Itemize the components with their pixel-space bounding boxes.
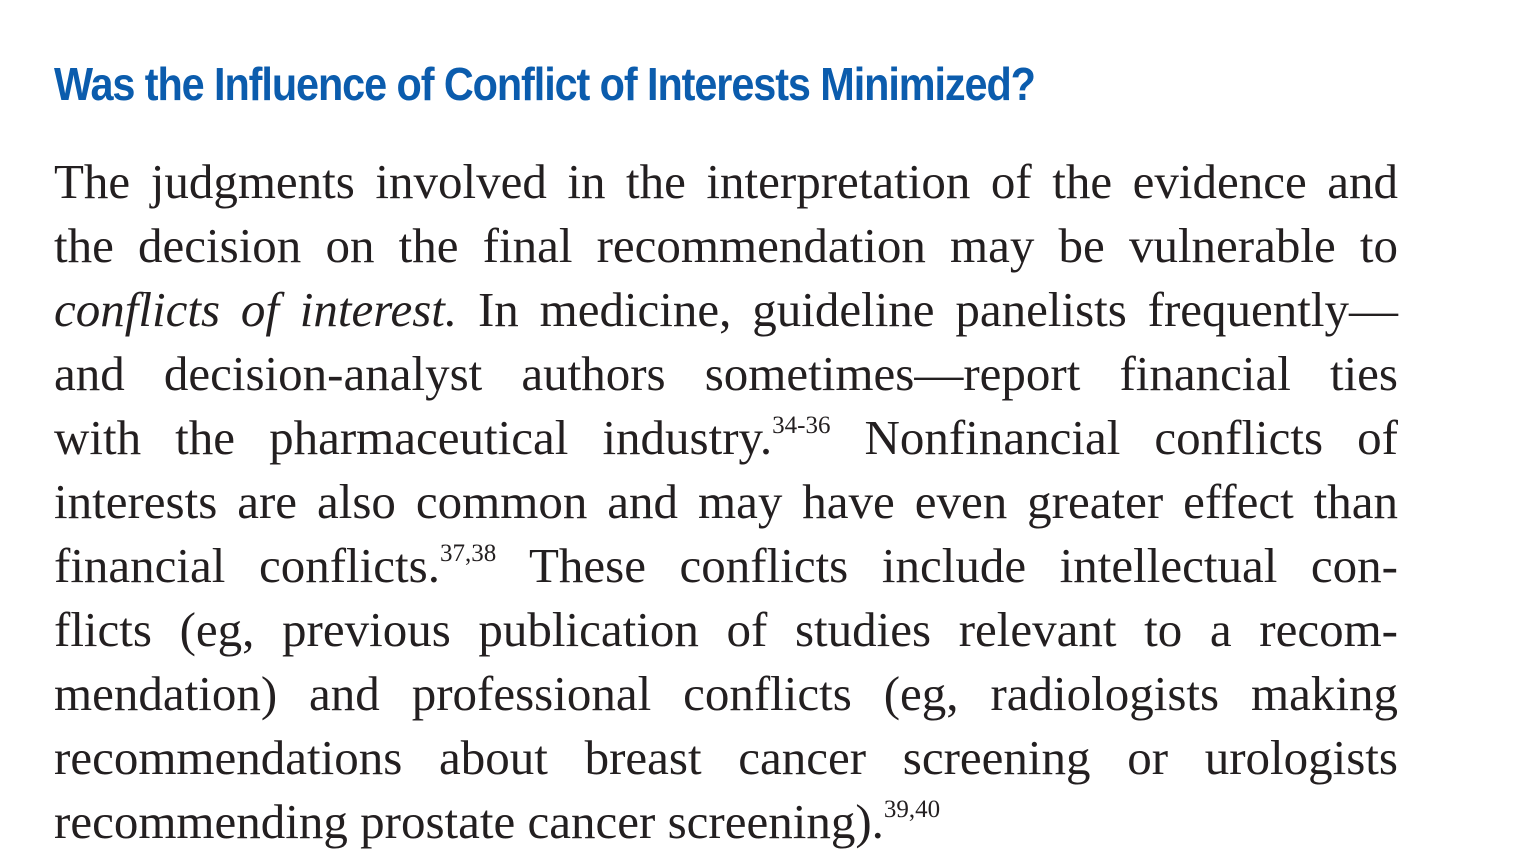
citation-reference: 37,38	[439, 539, 497, 567]
body-paragraph	[54, 150, 1398, 854]
text-segment: interests are also common and may have even greater effect than	[54, 474, 1398, 529]
text-segment: and decision-analyst authors sometimes—report financial ties	[54, 346, 1398, 401]
paragraph-line	[54, 790, 1398, 854]
text-segment: recommending prostate cancer screening).	[54, 794, 884, 849]
paragraph-line	[54, 534, 1398, 598]
section-heading: Was the Influence of Conflict of Interests Minimized?	[54, 58, 1035, 110]
text-segment: recommendations about breast cancer screening or urologists	[54, 730, 1398, 785]
text-segment: the decision on the final recommendation may be vulnerable to	[54, 218, 1398, 273]
paragraph-line	[54, 150, 1398, 214]
text-segment: with the pharmaceutical industry.	[54, 410, 773, 465]
paragraph-line	[54, 278, 1398, 342]
text-segment: Nonfinancial conflicts of	[830, 410, 1398, 465]
text-segment: These conflicts include intellectual con-	[496, 538, 1398, 593]
paragraph-line	[54, 470, 1398, 534]
paragraph-line	[54, 726, 1398, 790]
text-segment: The judgments involved in the interpretation of the evidence and	[54, 154, 1398, 209]
citation-reference: 34-36	[772, 411, 831, 439]
citation-reference: 39,40	[883, 795, 941, 823]
paragraph-line	[54, 662, 1398, 726]
text-segment: flicts (eg, previous publication of studies relevant to a recom-	[54, 602, 1398, 657]
italic-term: conflicts of interest.	[54, 282, 458, 337]
text-segment: In medicine, guideline panelists frequently—	[457, 282, 1398, 337]
paragraph-line	[54, 406, 1398, 470]
paragraph-line	[54, 214, 1398, 278]
paragraph-line	[54, 598, 1398, 662]
text-segment: financial conflicts.	[54, 538, 440, 593]
paragraph-line	[54, 342, 1398, 406]
text-segment: mendation) and professional conflicts (eg, radiologists making	[54, 666, 1398, 721]
